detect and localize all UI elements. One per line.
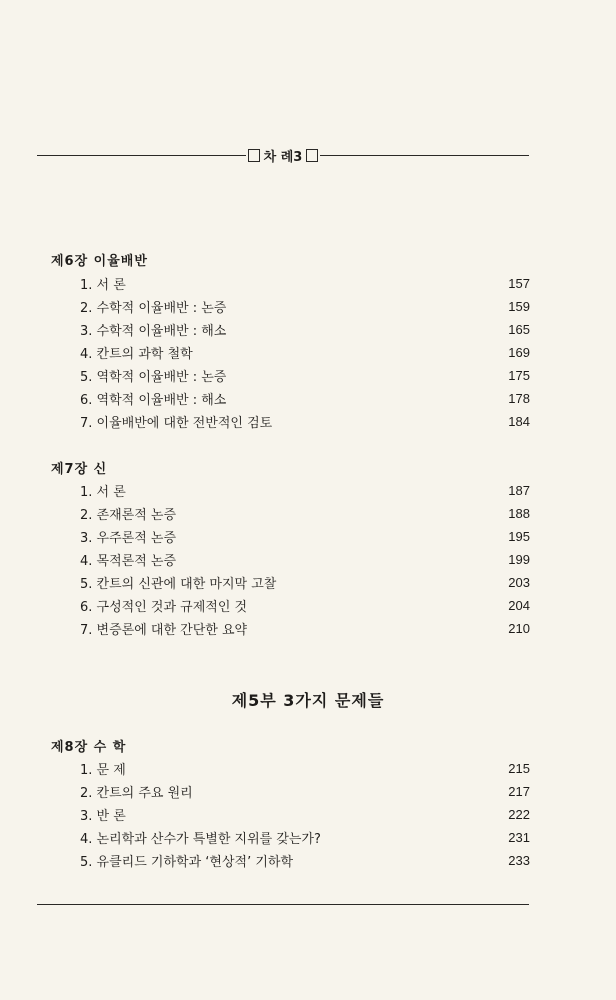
toc-entry[interactable]: [80, 411, 530, 431]
header-line-right: [320, 155, 529, 156]
toc-entry-page: 203: [508, 574, 530, 590]
toc-entry[interactable]: [80, 572, 530, 592]
footer-rule: [37, 904, 529, 905]
toc-entry[interactable]: [80, 388, 530, 408]
toc-entry[interactable]: [80, 595, 530, 615]
toc-entry-page: 184: [508, 413, 530, 429]
toc-entry-page: 233: [508, 852, 530, 868]
toc-entry-text: 1. 문 제: [80, 762, 126, 778]
toc-entry-text: 6. 구성적인 것과 규제적인 것: [80, 599, 248, 615]
header-title: 차 례3: [263, 149, 303, 165]
toc-entry-page: 157: [508, 275, 530, 291]
toc-entry-page: 165: [508, 321, 530, 337]
toc-entry-text: 2. 존재론적 논증: [80, 507, 177, 523]
header-line-left: [37, 155, 246, 156]
toc-entry-page: 169: [508, 344, 530, 360]
toc-entry[interactable]: [80, 850, 530, 870]
toc-entry[interactable]: [80, 503, 530, 523]
toc-entry-page: 187: [508, 482, 530, 498]
toc-entry[interactable]: [80, 319, 530, 339]
toc-entry-page: 204: [508, 597, 530, 613]
toc-entry-page: 222: [508, 806, 530, 822]
toc-entry[interactable]: [80, 804, 530, 824]
toc-entry-page: 210: [508, 620, 530, 636]
toc-entry[interactable]: [80, 549, 530, 569]
toc-entry-page: 178: [508, 390, 530, 406]
toc-entry-text: 1. 서 론: [80, 277, 126, 293]
chapter-6-title: 제6장 이율배반: [51, 254, 148, 269]
toc-entry[interactable]: [80, 296, 530, 316]
part-5-title: 제5부 3가지 문제들: [231, 691, 385, 710]
toc-entry-text: 7. 이율배반에 대한 전반적인 검토: [80, 415, 273, 431]
toc-entry-page: 215: [508, 760, 530, 776]
header-label: [246, 146, 321, 165]
toc-entry-text: 5. 역학적 이율배반 : 논증: [80, 369, 227, 385]
toc-entry-text: 4. 칸트의 과학 철학: [80, 346, 193, 362]
toc-entry-text: 1. 서 론: [80, 484, 126, 500]
toc-entry[interactable]: [80, 365, 530, 385]
toc-entry-page: 188: [508, 505, 530, 521]
toc-entry-text: 2. 칸트의 주요 원리: [80, 785, 193, 801]
square-icon: [306, 149, 318, 162]
toc-entry-page: 231: [508, 829, 530, 845]
toc-entry-text: 3. 수학적 이율배반 : 해소: [80, 323, 227, 339]
toc-entry[interactable]: [80, 480, 530, 500]
square-icon: [248, 149, 260, 162]
toc-entry-text: 2. 수학적 이율배반 : 논증: [80, 300, 227, 316]
toc-entry-text: 5. 칸트의 신관에 대한 마지막 고찰: [80, 576, 277, 592]
toc-entry[interactable]: [80, 827, 530, 847]
toc-entry-page: 175: [508, 367, 530, 383]
toc-entry[interactable]: [80, 781, 530, 801]
toc-entry-text: 3. 우주론적 논증: [80, 530, 177, 546]
toc-entry[interactable]: [80, 526, 530, 546]
toc-entry-text: 4. 목적론적 논증: [80, 553, 177, 569]
toc-entry-page: 217: [508, 783, 530, 799]
header-rule: [37, 146, 529, 164]
chapter-8-title: 제8장 수 학: [51, 740, 127, 755]
toc-entry-text: 3. 반 론: [80, 808, 126, 824]
toc-entry[interactable]: [80, 273, 530, 293]
toc-entry-page: 159: [508, 298, 530, 314]
toc-entry-text: 4. 논리학과 산수가 특별한 지위를 갖는가?: [80, 831, 321, 847]
toc-entry-page: 199: [508, 551, 530, 567]
toc-entry-page: 195: [508, 528, 530, 544]
toc-entry[interactable]: [80, 758, 530, 778]
toc-entry[interactable]: [80, 342, 530, 362]
toc-entry-text: 6. 역학적 이율배반 : 해소: [80, 392, 227, 408]
toc-entry-text: 7. 변증론에 대한 간단한 요약: [80, 622, 248, 638]
toc-entry-text: 5. 유클리드 기하학과 ‘현상적’ 기하학: [80, 854, 294, 870]
toc-entry[interactable]: [80, 618, 530, 638]
chapter-7-title: 제7장 신: [51, 462, 108, 477]
